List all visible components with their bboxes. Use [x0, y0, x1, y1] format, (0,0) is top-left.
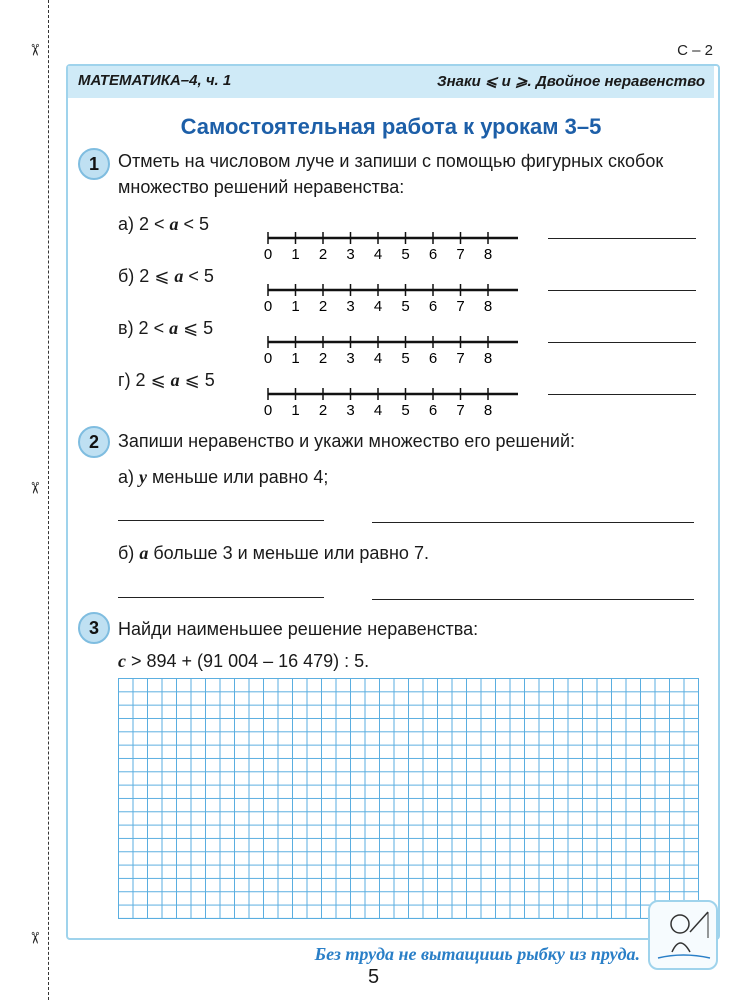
- tick-label: 8: [483, 350, 493, 366]
- tick-label: 5: [401, 298, 410, 314]
- tick-label: 8: [483, 298, 493, 314]
- tick-label: 5: [401, 350, 410, 366]
- tick-label: 3: [346, 402, 355, 418]
- tick-label: 2: [318, 402, 328, 418]
- answer-line[interactable]: [548, 394, 696, 395]
- answer-grid[interactable]: [118, 678, 699, 919]
- tick-label: 6: [428, 402, 438, 418]
- task3-text: Найди наименьшее решение неравенства:: [118, 619, 479, 639]
- tick-label: 4: [373, 298, 383, 314]
- proverb: Без труда не вытащишь рыбку из пруда.: [314, 944, 640, 964]
- tick-label: 0: [263, 350, 273, 366]
- tick-label: 8: [483, 402, 493, 418]
- number-ray[interactable]: [260, 382, 520, 418]
- tick-label: 2: [318, 350, 328, 366]
- tick-label: 7: [456, 350, 465, 366]
- task1-text: Отметь на числовом луче и запиши с помощью фигурных скобок множество решений неравенства:: [118, 151, 664, 197]
- tick-label: 4: [373, 350, 383, 366]
- tick-label: 5: [401, 246, 410, 262]
- inequality-3: в) 2 < a ⩽ 5: [118, 318, 214, 338]
- task2-item-a: а) y меньше или равно 4;: [118, 467, 329, 487]
- tick-label: 3: [346, 298, 355, 314]
- inequality-2: б) 2 ⩽ a < 5: [118, 266, 214, 286]
- tick-label: 2: [318, 298, 328, 314]
- answer-line[interactable]: [548, 238, 696, 239]
- task2-text: Запиши неравенство и укажи множество его решений:: [118, 431, 576, 451]
- subject-label: МАТЕМАТИКА–4, ч. 1: [78, 72, 232, 89]
- tick-label: 4: [373, 402, 383, 418]
- scissors-icon: ✂: [25, 931, 43, 945]
- scissors-icon: ✂: [25, 481, 43, 495]
- tick-label: 5: [401, 402, 410, 418]
- tick-label: 8: [483, 246, 493, 262]
- answer-line[interactable]: [372, 522, 694, 523]
- page-code: С – 2: [677, 42, 713, 59]
- number-ray[interactable]: [260, 278, 520, 314]
- task-number-2: 2: [78, 426, 110, 458]
- answer-line[interactable]: [548, 342, 696, 343]
- tick-label: 0: [263, 246, 273, 262]
- topic-label: Знаки ⩽ и ⩾. Двойное неравенство: [436, 73, 705, 90]
- task-number-3: 3: [78, 612, 110, 644]
- tick-label: 0: [263, 402, 273, 418]
- tick-label: 1: [291, 402, 300, 418]
- tick-label: 1: [291, 350, 300, 366]
- task-number-1: 1: [78, 148, 110, 180]
- number-ray[interactable]: [260, 226, 520, 262]
- tick-label: 1: [291, 246, 300, 262]
- cut-line: [48, 0, 49, 1000]
- number-ray[interactable]: [260, 330, 520, 366]
- tick-label: 1: [291, 298, 300, 314]
- task3-expression: c > 894 + (91 004 – 16 479) : 5.: [118, 651, 370, 671]
- tick-label: 2: [318, 246, 328, 262]
- task2-item-b: б) a больше 3 и меньше или равно 7.: [118, 543, 429, 563]
- tick-label: 6: [428, 298, 438, 314]
- answer-line[interactable]: [118, 520, 324, 521]
- answer-line[interactable]: [118, 597, 324, 598]
- boy-fishing-illustration: [648, 900, 718, 970]
- answer-line[interactable]: [548, 290, 696, 291]
- tick-label: 6: [428, 350, 438, 366]
- tick-label: 3: [346, 350, 355, 366]
- page-number: 5: [367, 966, 380, 988]
- tick-label: 6: [428, 246, 438, 262]
- tick-label: 3: [346, 246, 355, 262]
- tick-label: 4: [373, 246, 383, 262]
- page-title: Самостоятельная работа к урокам 3–5: [180, 114, 602, 139]
- tick-label: 7: [456, 402, 465, 418]
- inequality-4: г) 2 ⩽ a ⩽ 5: [118, 370, 215, 390]
- tick-label: 7: [456, 246, 465, 262]
- inequality-1: а) 2 < a < 5: [118, 214, 210, 234]
- scissors-icon: ✂: [25, 43, 43, 57]
- tick-label: 0: [263, 298, 273, 314]
- answer-line[interactable]: [372, 599, 694, 600]
- tick-label: 7: [456, 298, 465, 314]
